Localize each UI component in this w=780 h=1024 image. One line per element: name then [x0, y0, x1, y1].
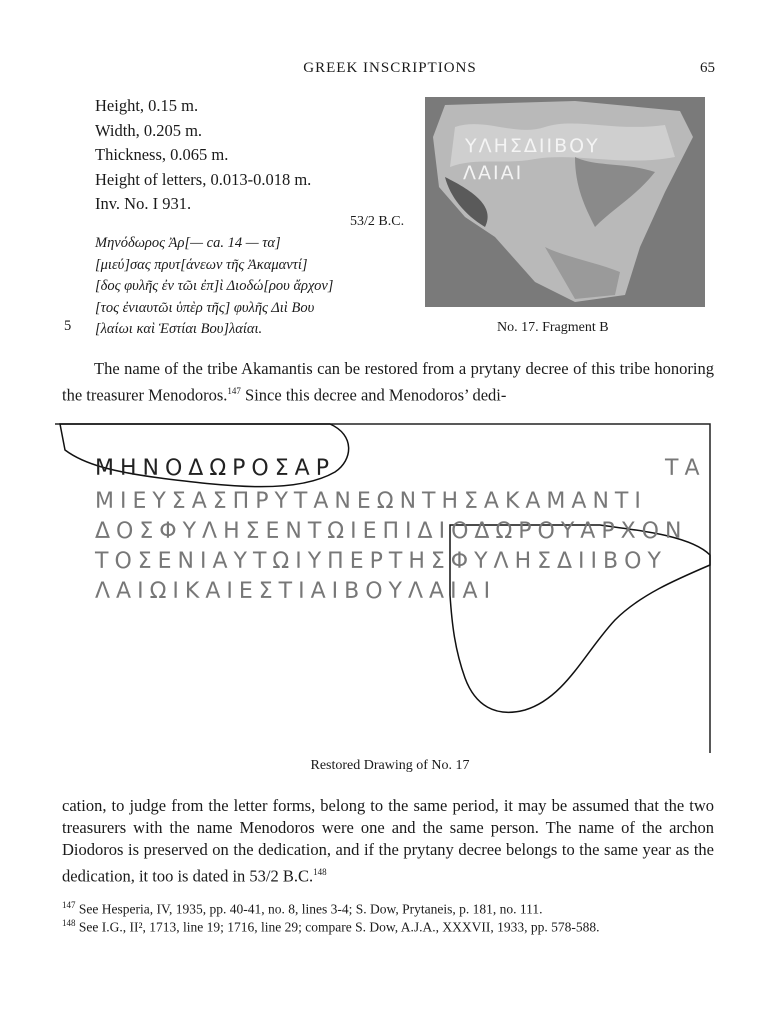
drawing-line-5: ΛΑΙΩΙΚΑΙΕΣΤΙΑΙΒΟΥΛΑΙΑΙ [95, 579, 497, 604]
restored-drawing-svg [55, 420, 715, 755]
running-head: GREEK INSCRIPTIONS [303, 60, 477, 76]
drawing-line-4: ΤΟΣΕΝΙΑΥΤΩΙΥΠΕΡΤΗΣΦΥΛΗΣΔΙΙΒΟΥ [95, 549, 667, 574]
spec-height: Height, 0.15 m. [95, 96, 199, 115]
line-number: 5 [64, 318, 72, 334]
fragment-photo [425, 97, 705, 307]
paragraph-1 [62, 358, 714, 407]
footnote-148 [62, 915, 714, 936]
footnote-147-text: See Hesperia, IV, 1935, pp. 40-41, no. 8, lines 3-4; S. Dow, Prytaneis, p. 181, no. 111. [78, 901, 543, 917]
drawing-caption: Restored Drawing of No. 17 [310, 758, 470, 773]
photo-letters-line-2: ΛΑΙΑΙ [463, 162, 524, 184]
restored-drawing [55, 420, 715, 755]
spec-thickness: Thickness, 0.065 m. [95, 145, 229, 164]
greek-line-2: [μιεύ]σας πρυτ[άνεων τῆς Ἀκαμαντί] [95, 256, 308, 273]
photo-caption: No. 17. Fragment B [497, 320, 609, 335]
spec-inventory: Inv. No. I 931. [95, 194, 192, 213]
paragraph-1-text: The name of the tribe Akamantis can be restored from a prytany decree of this tribe honoring the treasurer Menodoros. [62, 359, 714, 405]
greek-line-5: [λαίωι καὶ Ἑστίαι Βου]λαίαι. [95, 321, 263, 337]
footnote-148-text: See I.G., II², 1713, line 19; 1716, line 29; compare S. Dow, A.J.A., XXXVII, 1933, pp. 578-588. [78, 919, 600, 935]
footnote-147-number: 147 [62, 900, 76, 910]
drawing-line-1: ΜΗΝΟΔΩΡΟΣΑΡ [95, 456, 335, 481]
paragraph-2 [62, 795, 714, 888]
greek-line-1: Μηνόδωρος Ἀρ[— ca. 14 — τα] [95, 235, 281, 251]
inscription-date: 53/2 B.C. [350, 214, 405, 229]
fragment-photo-image [425, 97, 705, 307]
paragraph-2-text: cation, to judge from the letter forms, belong to the same period, it may be assumed that the two treasurers with the name Menodoros were one and the same person. The name of the archon Diodoros is preserved on the dedication, and if the prytany decree belongs to the same year as the dedication, it too is dated in 53/2 B.C. [62, 796, 714, 886]
drawing-line-2: ΜΙΕΥΣΑΣΠΡΥΤΑΝΕΩΝΤΗΣΑΚΑΜΑΝΤΙ [95, 489, 647, 514]
spec-width: Width, 0.205 m. [95, 120, 203, 140]
page-number: 65 [700, 60, 715, 76]
spec-letter-height: Height of letters, 0.013-0.018 m. [95, 169, 312, 189]
drawing-line-1-end: ΤΑ [665, 456, 706, 481]
photo-letters-line-1: ΥΛΗΣΔΙΙΒΟΥ [465, 135, 600, 157]
paragraph-1-text-cont: Since this decree and Menodoros’ dedi- [240, 385, 507, 405]
greek-line-4: [τος ἐνιαυτῶι ὑπὲρ τῆς] φυλῆς Διὶ Βου [95, 299, 315, 316]
footnote-148-number: 148 [62, 918, 76, 928]
footnote-ref-148[interactable]: 148 [313, 867, 327, 877]
greek-line-3: [δος φυλῆς ἐν τῶι ἐπ]ὶ Διοδώ[ρου ἄρχον] [95, 278, 334, 294]
drawing-line-3: ΔΟΣΦΥΛΗΣΕΝΤΩΙΕΠΙΔΙΟΔΩΡΟΥΑΡΧΟΝ [95, 519, 688, 544]
footnote-ref-147[interactable]: 147 [227, 386, 241, 396]
